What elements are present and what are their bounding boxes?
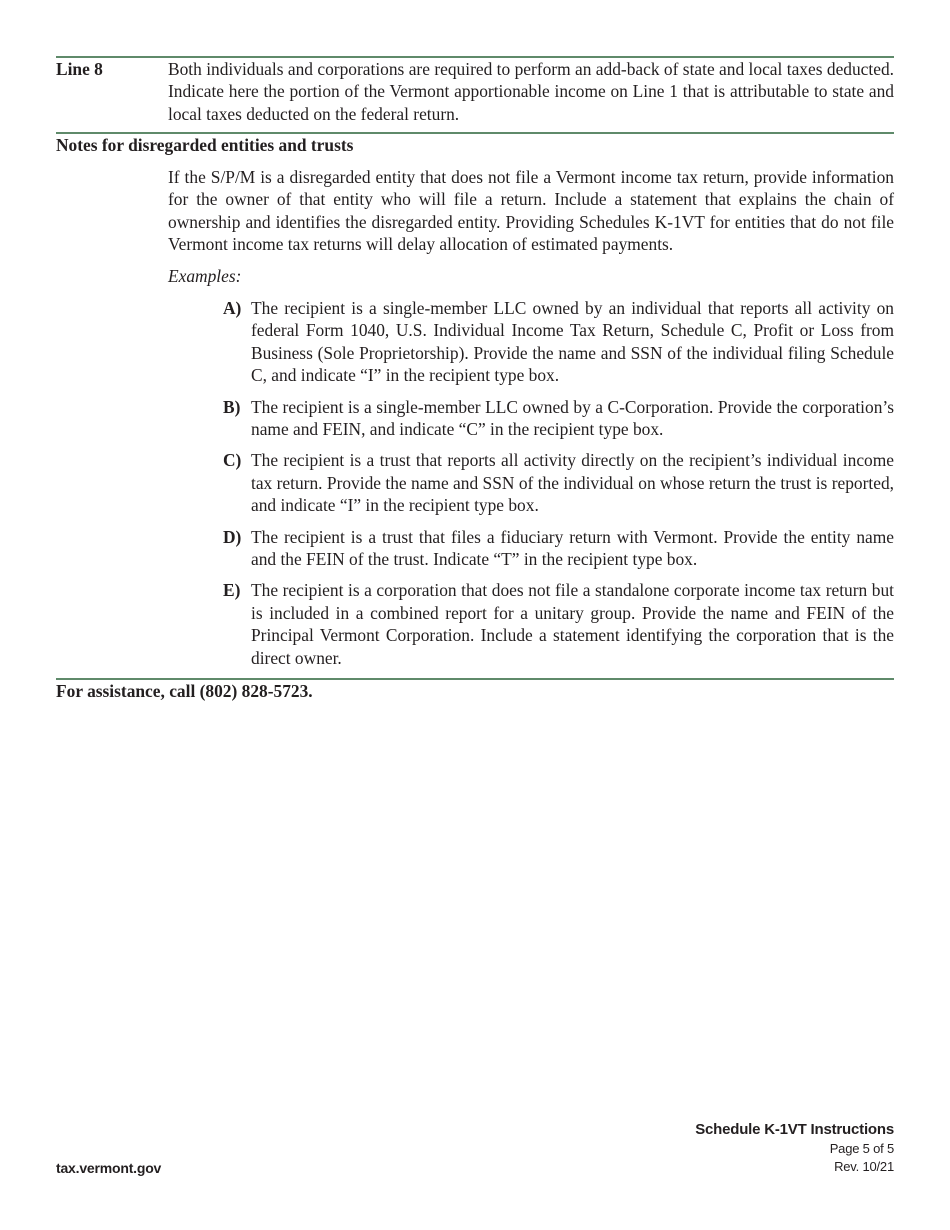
- line8-text: Both individuals and corporations are required to perform an add-back of state and local taxes deducted. Indicate here the portion of the Vermont apportionable income on Line 1 that is attributable to state and local taxes deducted on the federal return.: [168, 59, 894, 124]
- assistance-phone: For assistance, call (802) 828-5723.: [56, 681, 313, 701]
- example-text: The recipient is a trust that files a fiduciary return with Vermont. Provide the entity name and the FEIN of the trust. Indicate “T” in the recipient type box.: [251, 526, 894, 570]
- example-item-d: [223, 526, 894, 571]
- example-letter: A): [223, 298, 242, 318]
- notes-intro: If the S/P/M is a disregarded entity that does not file a Vermont income tax return, provide information for the owner of that entity who will file a return. Include a statement that explains the chain of ownership and identifies the disregarded entity. Providing Schedules K-1VT for entities that do not file Vermont income tax returns will delay allocation of estimated payments.: [168, 167, 894, 255]
- footer-info: [695, 1120, 894, 1176]
- line8-label: Line 8: [56, 59, 103, 79]
- example-letter: C): [223, 450, 242, 471]
- examples-list: [223, 297, 894, 678]
- examples-label: Examples:: [168, 266, 242, 286]
- example-item-c: [223, 449, 894, 516]
- example-letter: B): [223, 396, 241, 417]
- footer-revision: Rev. 10/21: [834, 1159, 894, 1174]
- example-item-e: [223, 579, 894, 669]
- example-text: The recipient is a trust that reports all activity directly on the recipient’s individual income tax return. Provide the name and SSN of the individual on whose return the trust is reported, and indicate “I” in the recipient type box.: [251, 450, 894, 516]
- footer-website: tax.vermont.gov: [56, 1160, 162, 1176]
- example-letter: D): [223, 526, 242, 547]
- notes-heading: Notes for disregarded entities and trusts: [56, 135, 354, 155]
- footer-page-number: Page 5 of 5: [829, 1141, 894, 1156]
- footer-form-title: Schedule K-1VT Instructions: [695, 1121, 894, 1138]
- example-text: The recipient is a corporation that does not file a standalone corporate income tax return but is included in a combined report for a unitary group. Provide the name and FEIN of the Principal Vermont Corporation. Include a statement identifying the corporation that is the direct owner.: [251, 580, 894, 668]
- example-text: The recipient is a single-member LLC owned by an individual that reports all activity on federal Form 1040, U.S. Individual Income Tax Return, Schedule C, Profit or Loss from Business (Sole Proprietorship). Provide the name and SSN of the individual filing Schedule C, and indicate “I” in the recipient type box.: [251, 298, 894, 386]
- example-item-a: [223, 297, 894, 387]
- example-text: The recipient is a single-member LLC owned by a C-Corporation. Provide the corporation’s name and FEIN, and indicate “C” in the recipient type box.: [251, 396, 894, 440]
- example-letter: E): [223, 580, 241, 601]
- example-item-b: [223, 396, 894, 441]
